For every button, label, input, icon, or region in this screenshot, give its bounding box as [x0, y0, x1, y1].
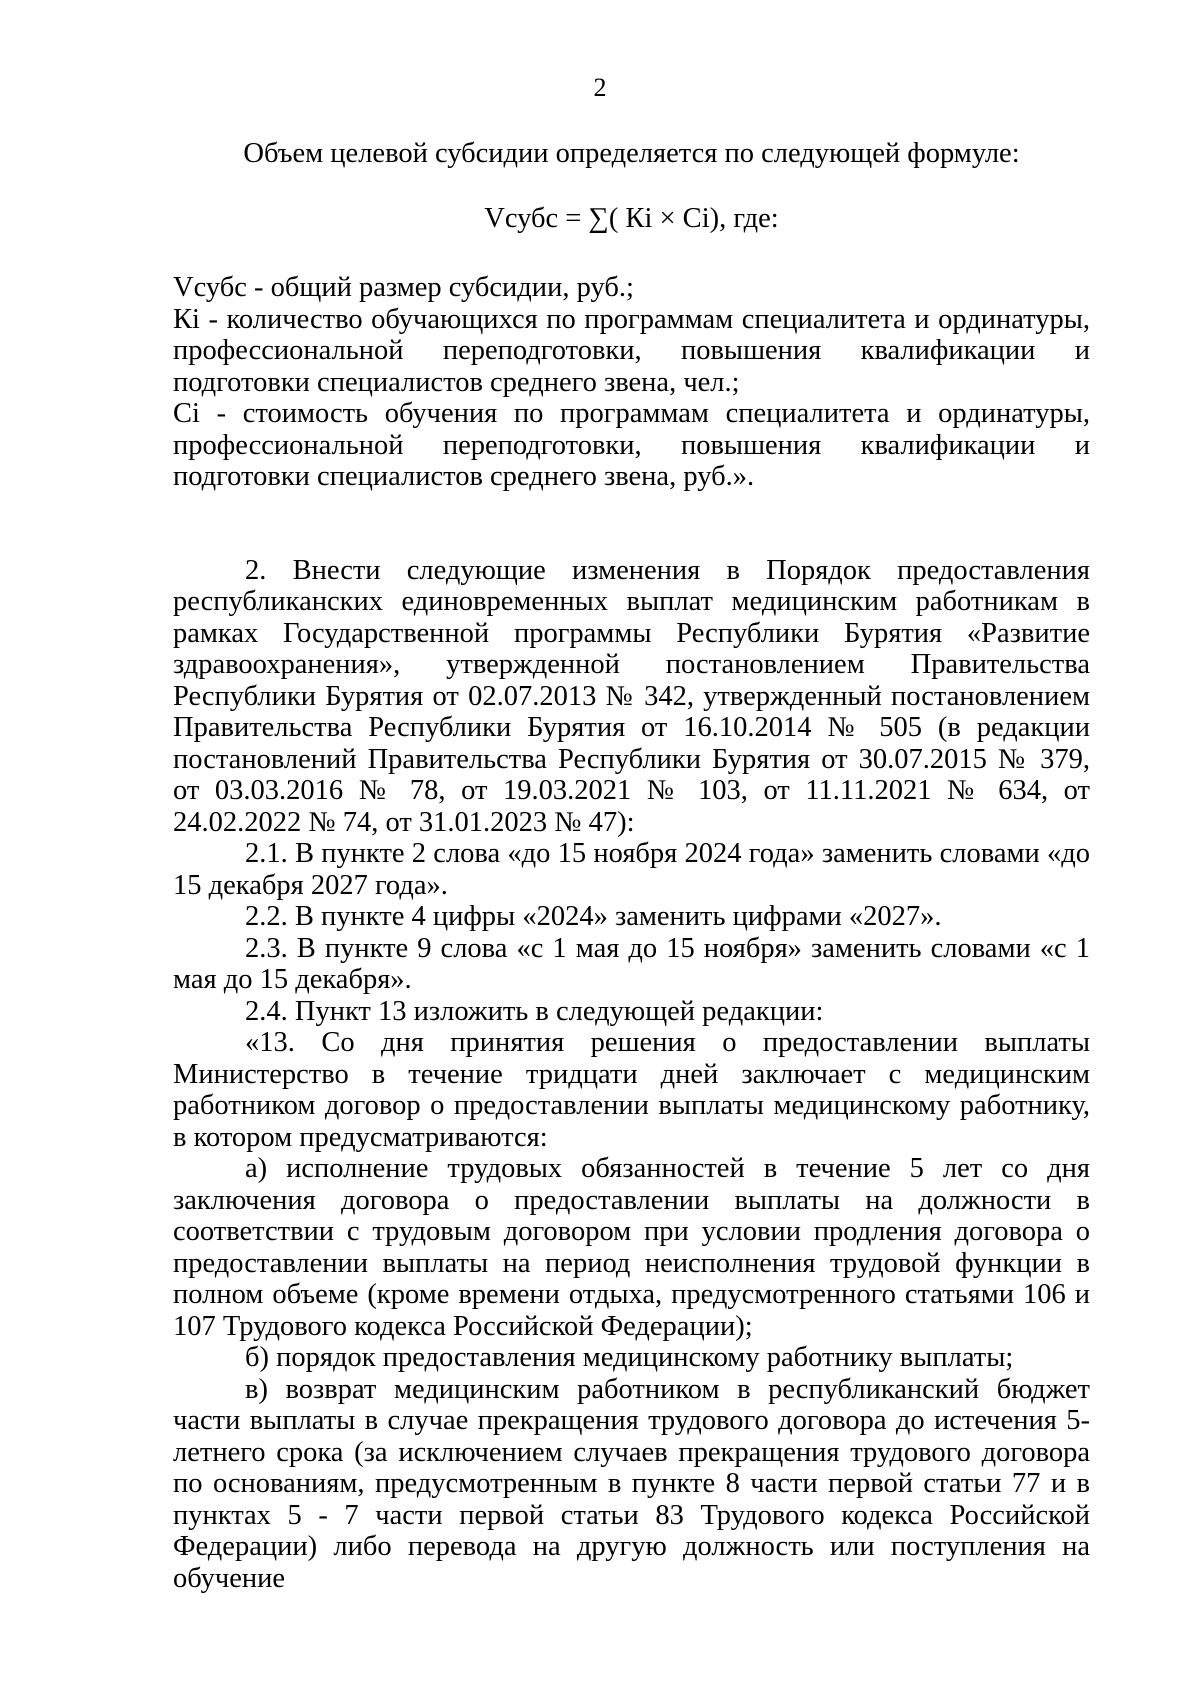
legend-item-ki: Кi - количество обучающихся по программам специалитета и ординатуры, профессиональной переподготовки, повышения квалификации и подготовки специалистов среднего звена, чел.;: [173, 303, 1090, 398]
formula-intro: Объем целевой субсидии определяется по следующей формуле:: [243, 138, 1020, 169]
formula-legend: [173, 272, 1090, 493]
paragraph-13: «13. Со дня принятия решения о предоставлении выплаты Министерство в течение тридцати дней заключает с медицинским работником договор о предоставлении выплаты медицинскому работнику, в котором предусматриваются:: [173, 1027, 1090, 1153]
paragraph-2-2: 2.2. В пункте 4 цифры «2024» заменить цифрами «2027».: [245, 901, 942, 932]
paragraph-2: 2. Внести следующие изменения в Порядок предоставления республиканских единовременных выплат медицинским работникам в рамках Государственной программы Республики Бурятия «Развитие здравоохранения», утвержденной постановлением Правительства Республики Бурятия от 02.07.2013 № 342, утвержденный постановлением Правительства Республики Бурятия от 16.10.2014 № 505 (в редакции постановлений Правительства Республики Бурятия от 30.07.2015 № 379, от 03.03.2016 № 78, от 19.03.2021 № 103, от 11.11.2021 № 634, от 24.02.2022 № 74, от 31.01.2023 № 47):: [173, 554, 1090, 838]
subitem-b: б) порядок предоставления медицинскому работнику выплаты;: [245, 1342, 1014, 1373]
subitem-a: а) исполнение трудовых обязанностей в течение 5 лет со дня заключения договора о предоставлении выплаты на должности в соответствии с трудовым договором при условии продления договора о предоставлении выплаты на период неисполнения трудовой функции в полном объеме (кроме времени отдыха, предусмотренного статьями 106 и 107 Трудового кодекса Российской Федерации);: [173, 1153, 1090, 1342]
paragraph-2-4: 2.4. Пункт 13 изложить в следующей редакции:: [245, 995, 824, 1027]
paragraph-2-1: 2.1. В пункте 2 слова «до 15 ноября 2024 года» заменить словами «до 15 декабря 2027 года».: [173, 838, 1090, 901]
legend-item-vsubs: Vсубс - общий размер субсидии, руб.;: [173, 272, 634, 303]
legend-item-ci: Сi - стоимость обучения по программам специалитета и ординатуры, профессиональной переподготовки, повышения квалификации и подготовки специалистов среднего звена, руб.».: [173, 398, 1090, 492]
amendments-section: [173, 555, 1090, 1595]
formula-expression: Vсубс = ∑( Кi × Сi), где:: [484, 202, 779, 234]
subitem-v: в) возврат медицинским работником в республиканский бюджет части выплаты в случае прекращения трудового договора до истечения 5-летнего срока (за исключением случаев прекращения трудового договора по основаниям, предусмотренным в пункте 8 части первой статьи 77 и в пунктах 5 - 7 части первой статьи 83 Трудового кодекса Российской Федерации) либо перевода на другую должность или поступления на обучение: [173, 1373, 1090, 1594]
document-body: [173, 138, 1090, 1594]
paragraph-2-3: 2.3. В пункте 9 слова «с 1 мая до 15 ноября» заменить словами «с 1 мая до 15 декабря».: [173, 932, 1090, 995]
page-number: 2: [593, 73, 607, 102]
